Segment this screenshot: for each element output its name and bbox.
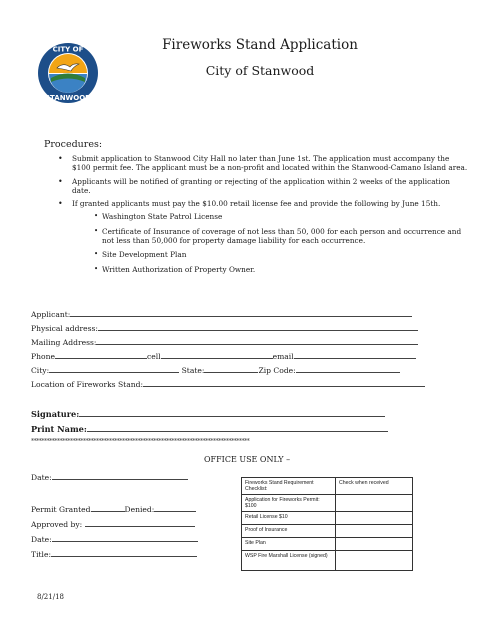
requirement-item: • Washington State Patrol License	[94, 212, 468, 221]
state-label: State:	[181, 366, 205, 375]
office-date2-row	[31, 533, 198, 544]
table-row	[242, 512, 413, 525]
zip-label: Zip Code:	[258, 366, 296, 375]
table-row	[242, 538, 413, 551]
office-date-row	[31, 471, 188, 482]
physical-address-row	[31, 322, 418, 333]
zip-field[interactable]	[296, 364, 400, 373]
table-header-row	[242, 478, 413, 495]
location-row	[31, 378, 425, 389]
print-name-field[interactable]	[87, 423, 388, 432]
checklist-item: Site Plan	[242, 538, 336, 551]
signature-row	[31, 408, 385, 419]
table-header-right: Check when received	[336, 478, 413, 495]
permit-granted-label: Permit Granted	[31, 505, 91, 514]
state-field[interactable]	[204, 364, 258, 373]
office-title-label: Title:	[31, 550, 52, 559]
office-date-field[interactable]	[52, 471, 188, 480]
denied-label: Denied:	[124, 505, 155, 514]
logo-bottom-text: STANWOOD	[45, 94, 91, 102]
page-subtitle: City of Stanwood	[205, 63, 315, 78]
checklist-item: Application for Fireworks Permit: $100	[242, 495, 336, 512]
office-date2-field[interactable]	[52, 533, 198, 542]
mailing-address-field[interactable]	[96, 336, 418, 345]
email-field[interactable]	[294, 350, 416, 359]
mailing-address-label: Mailing Address:	[31, 338, 97, 347]
city-row	[31, 364, 400, 375]
print-name-row	[31, 423, 388, 434]
physical-address-label: Physical address:	[31, 324, 98, 333]
permit-granted-field[interactable]	[91, 503, 125, 512]
revision-date: 8/21/18	[37, 593, 64, 601]
checklist-item: Proof of Insurance	[242, 525, 336, 538]
logo-top-text: CITY OF	[52, 45, 84, 54]
checklist-table	[241, 477, 413, 571]
office-date-label: Date:	[31, 473, 52, 482]
mailing-address-row	[31, 336, 418, 347]
denied-field[interactable]	[154, 503, 196, 512]
checklist-item: Retail License $10	[242, 512, 336, 525]
check-cell[interactable]	[336, 538, 413, 551]
approved-by-row	[31, 518, 195, 529]
city-label: City:	[31, 366, 50, 375]
divider-stars: ************************************************************************************	[31, 438, 250, 445]
signature-label: Signature:	[31, 409, 80, 419]
cell-field[interactable]	[161, 350, 273, 359]
office-date2-label: Date:	[31, 535, 52, 544]
table-row	[242, 495, 413, 512]
approved-by-field[interactable]	[85, 518, 195, 527]
table-row	[242, 551, 413, 571]
requirement-item: • Site Development Plan	[94, 250, 468, 259]
requirements-list	[94, 212, 468, 273]
table-row	[242, 525, 413, 538]
check-cell[interactable]	[336, 551, 413, 571]
requirement-item: • Written Authorization of Property Owner.	[94, 265, 468, 274]
permit-row	[31, 503, 196, 514]
office-use-heading: OFFICE USE ONLY –	[204, 455, 291, 464]
location-label: Location of Fireworks Stand:	[31, 380, 144, 389]
email-label: email	[272, 352, 294, 361]
cell-label: cell	[146, 352, 161, 361]
procedure-item: • Submit application to Stanwood City Hall no later than June 1st. The application must accompany the $100 permit fee. The applicant must be a non-profit and located within the Stanwood-Camano Island area.	[58, 154, 468, 173]
phone-row	[31, 350, 416, 361]
requirement-item: • Certificate of Insurance of coverage of not less than 50, 000 for each person and occurrence and not less than 50,000 for property damage liability for each occurrence.	[94, 227, 468, 246]
city-field[interactable]	[49, 364, 179, 373]
phone-field[interactable]	[55, 350, 147, 359]
applicant-row	[31, 308, 412, 319]
procedures-heading: Procedures:	[44, 139, 103, 150]
office-title-row	[31, 548, 197, 559]
check-cell[interactable]	[336, 512, 413, 525]
approved-by-label: Approved by:	[31, 520, 83, 529]
procedure-item: • If granted applicants must pay the $10.00 retail license fee and provide the following by June 15th.	[58, 199, 468, 208]
city-seal-logo	[37, 42, 99, 104]
phone-label: Phone	[31, 352, 55, 361]
physical-address-field[interactable]	[98, 322, 418, 331]
checklist-item: WSP Fire Marshall License (signed)	[242, 551, 336, 571]
page-title: Fireworks Stand Application	[162, 37, 358, 53]
procedures-list	[58, 154, 468, 279]
check-cell[interactable]	[336, 525, 413, 538]
applicant-field[interactable]	[70, 308, 412, 317]
location-field[interactable]	[143, 378, 425, 387]
print-name-label: Print Name:	[31, 424, 87, 434]
applicant-label: Applicant:	[31, 310, 71, 319]
procedure-item: • Applicants will be notified of granting or rejecting of the application within 2 weeks of the application date.	[58, 177, 468, 196]
office-title-field[interactable]	[51, 548, 197, 557]
check-cell[interactable]	[336, 495, 413, 512]
table-header-left: Fireworks Stand Requirement Checklist:	[242, 478, 336, 495]
signature-field[interactable]	[79, 408, 385, 417]
